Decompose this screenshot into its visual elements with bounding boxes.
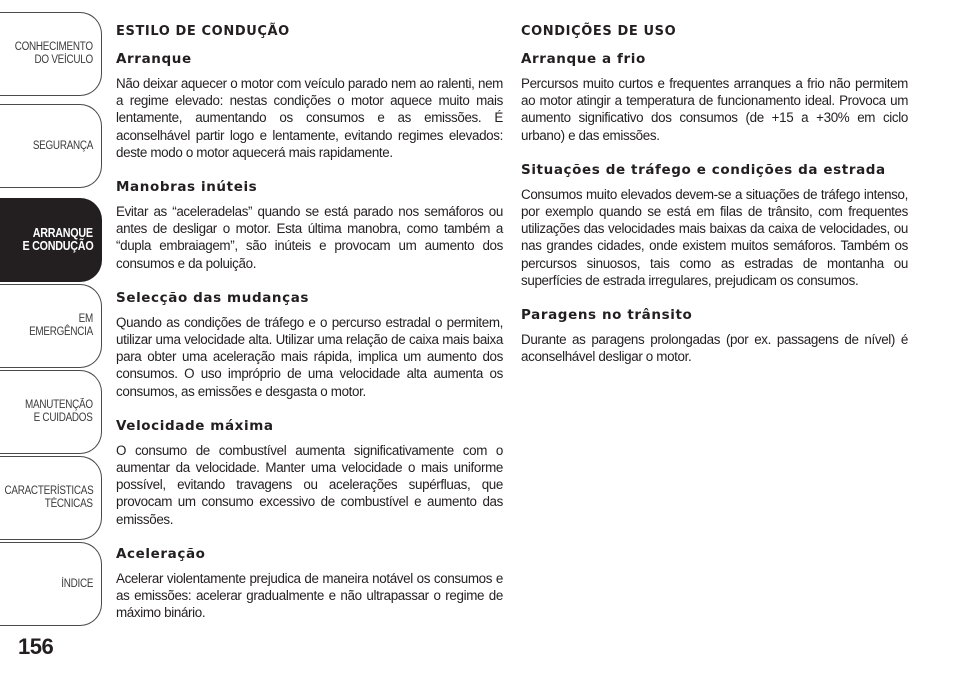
paragraph: Consumos muito elevados devem-se a situações de tráfego intenso, por exemplo quando se está em filas de trânsito, com frequentes utilizações das velocidades mais baixas da caixa de velocidades, ou nas grandes cidades, onde existem muitos semáforos. Também os percursos sinuosos, tais como as estradas de montanha ou superfícies de estrada irregulares, prejudicam os consumos. bbox=[521, 186, 908, 288]
tab-label: ARRANQUE bbox=[32, 226, 93, 240]
tab-label: TÉCNICAS bbox=[45, 498, 93, 510]
paragraph: Percursos muito curtos e frequentes arranques a frio não permitem ao motor atingir a temperatura de funcionamento ideal. Provoca um aumento significativo dos consumos (de +15 a +30% em ciclo urbano) e das emissões. bbox=[521, 76, 908, 143]
paragraph: O consumo de combustível aumenta significativamente com o aumentar da velocidade. Manter uma velocidade o mais uniforme possível, evitando travagens ou acelerações supérfluas, que provocam um consumo excessivo de combustível e aumento das emissões. bbox=[116, 442, 503, 527]
subheading: Selecção das mudanças bbox=[116, 289, 310, 306]
tab-label: ÍNDICE bbox=[61, 577, 93, 590]
tab-label: E CUIDADOS bbox=[34, 412, 93, 424]
paragraph: Não deixar aquecer o motor com veículo parado nem ao ralenti, nem a regime elevado: nestas condições o motor aquece muito mais lentamente, aumentando os consumos e as emissões. É aconselhável partir logo e lentamente, evitando regimes elevados: deste modo o motor aquecerá mais rapidamente. bbox=[116, 76, 503, 160]
tab-caracteristicas-tecnicas[interactable] bbox=[0, 456, 102, 540]
paragraph: Acelerar violentamente prejudica de maneira notável os consumos e as emissões: acelerar gradualmente e não ultrapassar o regime de máximo binário. bbox=[116, 570, 503, 621]
tab-label: EM EMERGÊNCIA bbox=[29, 313, 93, 338]
tab-em-emergencia[interactable] bbox=[0, 284, 102, 368]
left-column bbox=[116, 24, 503, 639]
tab-indice[interactable] bbox=[0, 542, 102, 626]
right-column bbox=[521, 24, 908, 383]
tab-manutencao-e-cuidados[interactable] bbox=[0, 370, 102, 454]
subheading: Situações de tráfego e condições da estrada bbox=[521, 161, 886, 178]
section-title: CONDIÇÕES DE USO bbox=[521, 24, 677, 39]
tab-label: SEGURANÇA bbox=[32, 139, 93, 152]
subheading: Velocidade máxima bbox=[116, 417, 274, 434]
page-number: 156 bbox=[18, 634, 54, 659]
tab-arranque-e-conducao[interactable] bbox=[0, 198, 102, 282]
subheading: Manobras inúteis bbox=[116, 179, 258, 196]
tab-conhecimento-do-veiculo[interactable] bbox=[0, 12, 102, 96]
subheading: Arranque bbox=[116, 51, 192, 67]
tab-label: MANUTENÇÃO bbox=[25, 399, 93, 411]
paragraph: Durante as paragens prolongadas (por ex. passagens de nível) é aconselhável desligar o motor. bbox=[521, 332, 908, 365]
tab-label: DO VEÍCULO bbox=[34, 54, 93, 66]
subheading: Arranque a frio bbox=[521, 51, 646, 67]
subheading: Aceleração bbox=[116, 545, 206, 562]
tab-seguranca[interactable] bbox=[0, 104, 102, 188]
tab-label: E CONDUÇÃO bbox=[22, 239, 93, 253]
subheading: Paragens no trânsito bbox=[521, 307, 693, 324]
tab-label: CARACTERÍSTICAS bbox=[3, 485, 93, 497]
paragraph: Quando as condições de tráfego e o percurso estradal o permitem, utilizar uma velocidade alta. Utilizar uma relação de caixa mais baixa para obter uma aceleração mais rápida, implica um aumento dos consumos. O uso impróprio de uma velocidade alta aumenta os consumos, as emissões e desgasta o motor. bbox=[116, 314, 503, 399]
paragraph: Evitar as “aceleradelas” quando se está parado nos semáforos ou antes de desligar o motor. Esta última manobra, como também a “dupla embraiagem”, são inúteis e provocam um aumento dos consumos e da poluição. bbox=[116, 204, 503, 271]
section-title: ESTILO DE CONDUÇÃO bbox=[116, 24, 290, 39]
tab-label: CONHECIMENTO bbox=[14, 41, 93, 53]
